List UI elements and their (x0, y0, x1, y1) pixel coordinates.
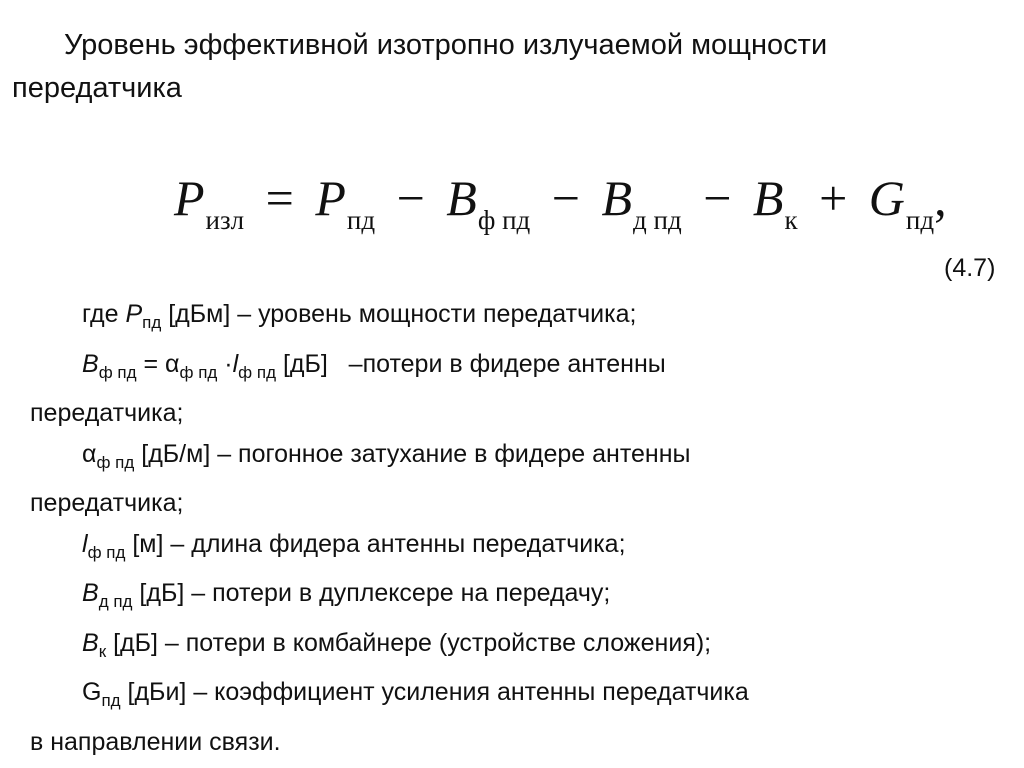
symbol-g-sub: пд (101, 691, 121, 710)
formula-minus-2: − (551, 170, 580, 226)
definition-b-k (30, 623, 1015, 673)
definition-b-k-text: [дБ] – потери в комбайнере (устройстве сложения); (106, 628, 712, 657)
formula-comma: , (934, 170, 947, 226)
definition-g-pd-continuation: в направлении связи. (30, 727, 281, 756)
title-line-1: Уровень эффективной изотропно излучаемой мощности (64, 29, 828, 61)
symbol-g: G (82, 678, 102, 706)
definition-g-pd-text: [дБи] – коэффициент усиления антенны передатчика (120, 678, 749, 706)
formula-term2-sub: ф пд (477, 205, 531, 235)
formula-plus: + (819, 170, 848, 226)
symbol-l-sub: ф пд (238, 362, 277, 382)
formula-term1-var: P (315, 170, 346, 226)
definition-b-f-pd (30, 344, 1015, 394)
formula-equals: = (265, 170, 294, 226)
definition-b-d-pd-text: [дБ] – потери в дуплексере на передачу; (132, 579, 611, 607)
definition-l-text: [м] – длина фидера антенны передатчика; (125, 529, 626, 558)
definition-b-d-pd (30, 573, 1015, 623)
equation-number: (4.7) (944, 254, 996, 282)
formula-term3-var: B (601, 170, 633, 226)
symbol-l: l (232, 349, 239, 378)
formula-lhs-var: P (174, 170, 205, 226)
symbol-l-feeder-sub: ф пд (87, 542, 126, 562)
formula-4-7 (174, 168, 947, 250)
definition-b-f-pd-continuation: передатчика; (30, 399, 184, 427)
definition-alpha (30, 434, 1015, 484)
symbol-b-k-sub: к (98, 641, 107, 661)
definition-p-pd-text: [дБм] – уровень мощности передатчика; (161, 300, 637, 328)
definition-p-pd (30, 294, 1015, 344)
symbol-alpha-f-sub: ф пд (96, 452, 135, 472)
formula-term4-sub: к (784, 205, 798, 235)
symbol-b-f-sub: ф пд (98, 362, 137, 382)
symbol-p: P (125, 300, 143, 328)
symbol-l-feeder: l (82, 529, 88, 558)
definition-b-f-pd-text: [дБ] –потери в фидере антенны (276, 349, 666, 378)
symbol-b-d-sub: д пд (98, 592, 133, 611)
symbol-multiply-dot: · (217, 349, 233, 378)
formula-term5-sub: пд (905, 205, 935, 235)
formula-term1-sub: пд (346, 205, 376, 235)
definition-l (30, 524, 1015, 574)
symbol-alpha-eq: = α (136, 349, 180, 378)
formula-term4-var: B (752, 170, 784, 226)
formula-minus-1: − (396, 170, 425, 226)
formula-lhs-sub: изл (205, 205, 245, 235)
definitions-block (30, 294, 1015, 762)
formula-term3-sub: д пд (633, 205, 682, 235)
definition-g-pd (30, 672, 1015, 722)
formula-term2-var: B (446, 170, 477, 226)
title-line-2: передатчика (12, 72, 182, 104)
definition-prefix: где (82, 300, 126, 328)
symbol-p-sub: пд (142, 313, 162, 332)
definition-alpha-text: [дБ/м] – погонное затухание в фидере антенны (134, 439, 691, 468)
symbol-b-k: B (82, 628, 99, 657)
definition-alpha-continuation: передатчика; (30, 489, 184, 517)
formula-term5-var: G (868, 170, 905, 226)
slide-title (12, 24, 1002, 110)
symbol-alpha-sub: ф пд (179, 362, 218, 382)
symbol-b-f: B (82, 349, 99, 378)
symbol-alpha: α (82, 439, 97, 468)
symbol-b-d: B (82, 579, 99, 607)
formula-minus-3: − (703, 170, 732, 226)
